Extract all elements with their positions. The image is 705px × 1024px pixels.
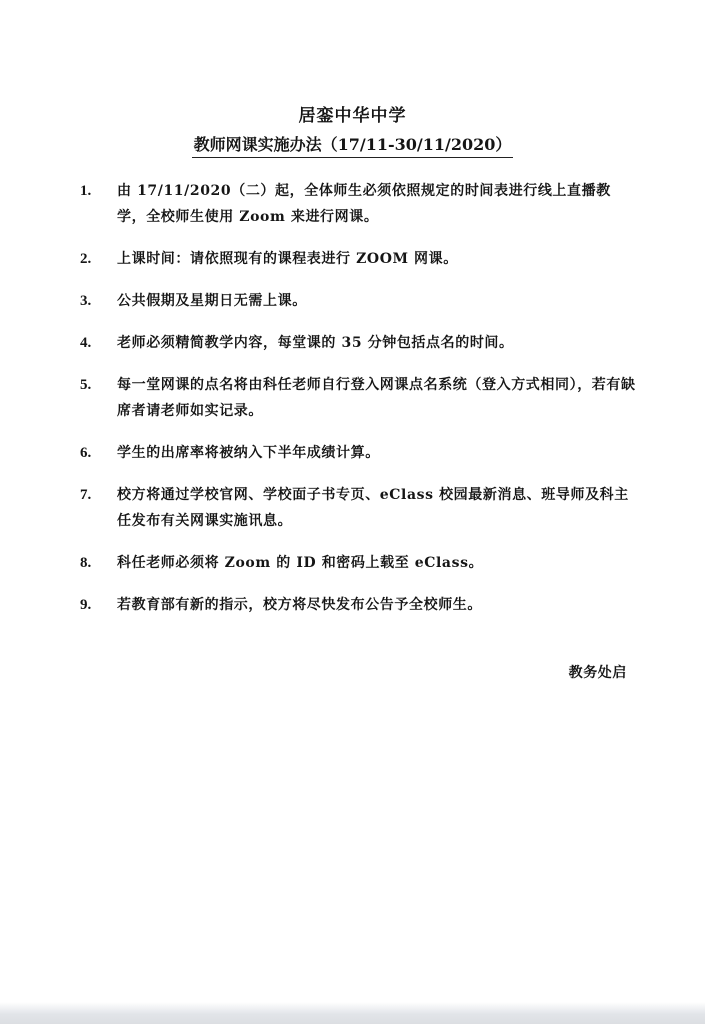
list-item [80,288,640,314]
item-number: 3. [80,293,92,309]
item-number: 1. [80,183,92,199]
list-item [80,440,640,466]
item-text: 公共假期及星期日无需上课。 [117,293,307,309]
item-number: 5. [80,377,92,393]
item-number: 2. [80,251,92,267]
regulations-list [80,178,640,618]
item-number: 4. [80,335,92,351]
item-text: 校方将通过学校官网、学校面子书专页、eClass 校园最新消息、班导师及科主任发布有关网课实施讯息。 [117,487,629,529]
item-text: 若教育部有新的指示，校方将尽快发布公告予全校师生。 [117,597,482,613]
item-text: 科任老师必须将 Zoom 的 ID 和密码上载至 eClass。 [117,555,484,571]
list-item [80,372,640,424]
list-item [80,592,640,618]
sign-off: 教务处启 [568,665,627,681]
school-name: 居銮中华中学 [298,106,407,126]
list-item [80,178,640,230]
item-text: 上课时间：请依照现有的课程表进行 ZOOM 网课。 [117,251,458,267]
item-text: 老师必须精简教学内容，每堂课的 35 分钟包括点名的时间。 [117,335,514,351]
item-text: 由 17/11/2020（二）起，全体师生必须依照规定的时间表进行线上直播教学，全校师生使用 Zoom 来进行网课。 [117,183,611,225]
item-text: 每一堂网课的点名将由科任老师自行登入网课点名系统（登入方式相同），若有缺席者请老师如实记录。 [117,377,636,419]
scan-edge-shadow [0,1002,705,1024]
item-number: 7. [80,487,92,503]
document-header [0,104,705,158]
list-item [80,482,640,534]
list-item [80,246,640,272]
item-text: 学生的出席率将被纳入下半年成绩计算。 [117,445,380,461]
item-number: 8. [80,555,92,571]
list-item [80,330,640,356]
item-number: 9. [80,597,92,613]
document-title: 教师网课实施办法（17/11-30/11/2020） [192,134,514,158]
list-item [80,550,640,576]
item-number: 6. [80,445,92,461]
